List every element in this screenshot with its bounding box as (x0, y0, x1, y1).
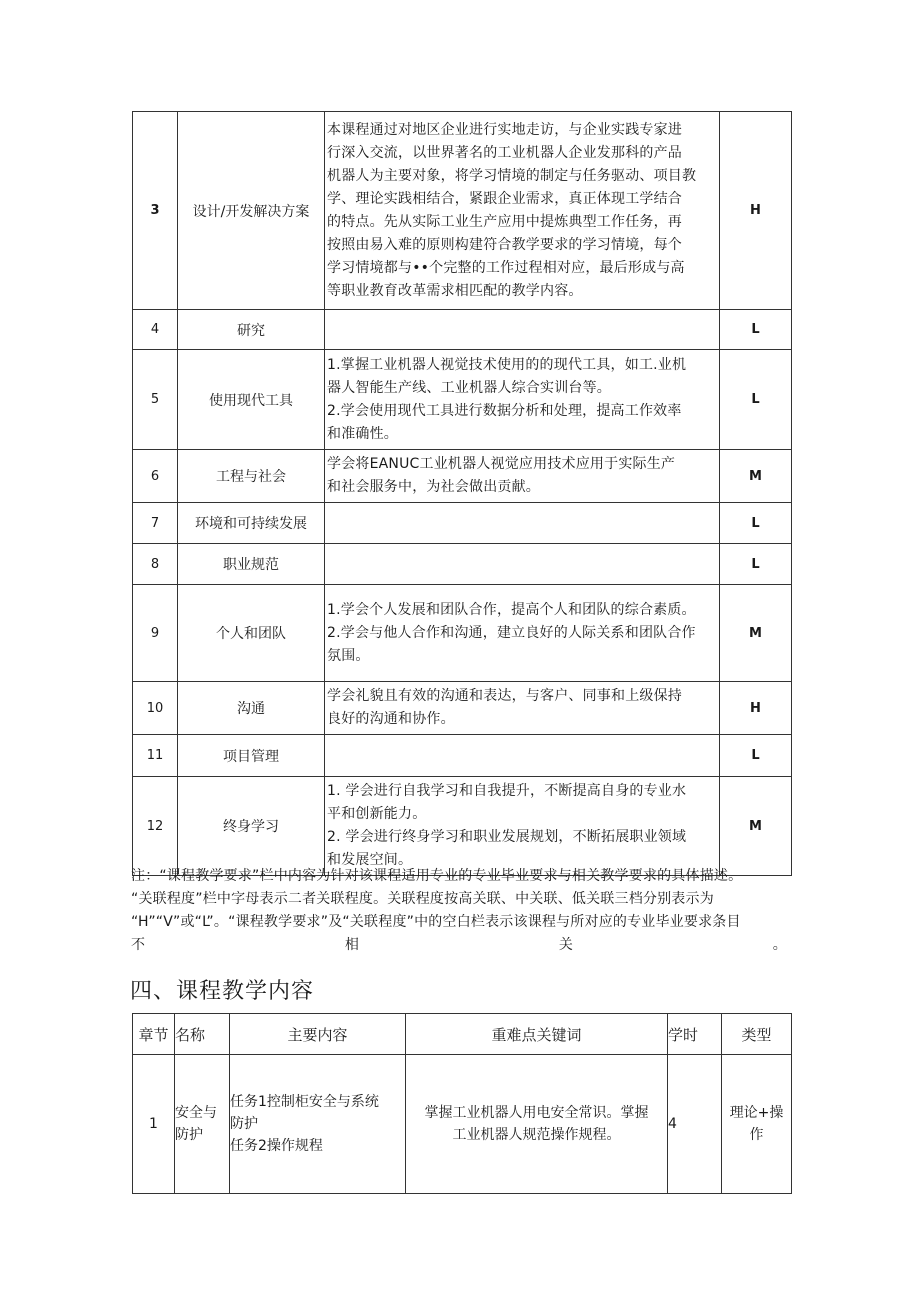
relevance-degree: H (720, 112, 792, 310)
description-line: 2.学会与他人合作和沟通，建立良好的人际关系和团队合作 (327, 624, 696, 641)
requirement-description (325, 777, 720, 876)
note-line: “关联程度”栏中字母表示二者关联程度。关联程度按高关联、中关联、低关联三档分别表示为 (131, 891, 714, 907)
relevance-degree: L (720, 503, 792, 544)
key-line: 工业机器人规范操作规程。 (452, 1127, 621, 1143)
relevance-degree: M (720, 777, 792, 876)
requirement-description (325, 544, 720, 585)
requirement-number: 9 (133, 585, 178, 682)
requirement-number: 8 (133, 544, 178, 585)
course-type (722, 1055, 792, 1194)
requirement-description (325, 450, 720, 503)
relevance-degree: H (720, 682, 792, 735)
description-line: 学会礼貌且有效的沟通和表达，与客户、同事和上级保持 (327, 688, 682, 704)
requirement-number: 3 (133, 112, 178, 310)
requirement-row (133, 682, 792, 735)
requirement-description (325, 112, 720, 310)
requirement-row (133, 450, 792, 503)
note-line: 注：“课程教学要求”栏中内容为针对该课程适用专业的专业毕业要求与相关教学要求的具体描述。 (131, 868, 743, 884)
description-line: 1.学会个人发展和团队合作，提高个人和团队的综合素质。 (327, 601, 696, 618)
requirement-description (325, 585, 720, 682)
content-header-row (133, 1014, 792, 1055)
note-word: 。 (772, 937, 787, 953)
requirement-row (133, 112, 792, 310)
description-line: 器人智能生产线、工业机器人综合实训台等。 (327, 379, 611, 396)
description-line: 良好的沟通和协作。 (327, 711, 455, 727)
type-line: 作 (749, 1127, 764, 1143)
note-word: 关 (558, 937, 574, 953)
requirement-name: 项目管理 (178, 735, 325, 777)
note-word: 相 (344, 937, 360, 953)
name-line: 防护 (175, 1127, 203, 1143)
type-line: 理论+操 (729, 1105, 784, 1121)
description-line: 和发展空间。 (327, 852, 413, 868)
name-line: 安全与 (175, 1105, 217, 1121)
description-line: 的特点。先从实际工业生产应用中提炼典型工作任务，再 (327, 213, 682, 230)
requirement-description (325, 503, 720, 544)
description-line: 等职业教育改革需求相匹配的教学内容。 (327, 282, 583, 299)
requirement-row (133, 585, 792, 682)
requirement-row (133, 735, 792, 777)
requirement-row (133, 350, 792, 450)
requirement-number: 6 (133, 450, 178, 503)
key-points (406, 1055, 668, 1194)
description-line: 和社会服务中，为社会做出贡献。 (327, 479, 540, 495)
main-content (230, 1055, 406, 1194)
key-line: 掌握工业机器人用电安全常识。掌握 (424, 1105, 649, 1121)
description-line: 平和创新能力。 (327, 806, 427, 822)
description-line: 1. 学会进行自我学习和自我提升，不断提高自身的专业水 (327, 783, 687, 799)
relevance-degree: M (720, 450, 792, 503)
description-line: 本课程通过对地区企业进行实地走访，与企业实践专家进 (327, 121, 682, 138)
requirement-number: 5 (133, 350, 178, 450)
requirement-number: 12 (133, 777, 178, 876)
requirement-name: 职业规范 (178, 544, 325, 585)
note-line: “H”“V”或“L”。“课程教学要求”及“关联程度”中的空白栏表示该课程与所对应的专业毕业要求条目 (131, 914, 741, 930)
requirement-description (325, 310, 720, 350)
main-line: 任务2操作规程 (230, 1138, 323, 1154)
description-line: 按照由易入难的原则构建符合教学要求的学习情境，每个 (327, 236, 682, 253)
requirement-number: 10 (133, 682, 178, 735)
relevance-degree: L (720, 735, 792, 777)
requirement-name: 终身学习 (178, 777, 325, 876)
header-type: 类型 (722, 1014, 792, 1055)
description-line: 2.学会使用现代工具进行数据分析和处理，提高工作效率 (327, 402, 682, 419)
header-hours: 学时 (668, 1014, 722, 1055)
relevance-degree: L (720, 544, 792, 585)
relevance-degree: L (720, 350, 792, 450)
requirement-name: 设计/开发解决方案 (178, 112, 325, 310)
description-line: 和准确性。 (327, 425, 398, 442)
requirement-name: 研究 (178, 310, 325, 350)
requirement-row (133, 544, 792, 585)
section-title: 四、课程教学内容 (130, 979, 315, 1004)
description-line: 氛围。 (327, 647, 370, 664)
description-line: 机器人为主要对象，将学习情境的制定与任务驱动、项目教 (327, 167, 697, 184)
header-main-content: 主要内容 (230, 1014, 406, 1055)
table-note (131, 865, 793, 957)
requirements-table (132, 111, 792, 876)
description-line: 2. 学会进行终身学习和职业发展规划，不断拓展职业领域 (327, 829, 687, 845)
requirement-name: 沟通 (178, 682, 325, 735)
requirement-row (133, 777, 792, 876)
header-name: 名称 (175, 1014, 230, 1055)
content-row (133, 1055, 792, 1194)
main-line: 任务1控制柜安全与系统 (230, 1094, 379, 1110)
hours: 4 (668, 1055, 722, 1194)
description-line: 学习情境都与••个完整的工作过程相对应，最后形成与高 (327, 259, 685, 276)
requirement-number: 11 (133, 735, 178, 777)
requirement-description (325, 350, 720, 450)
note-line (131, 934, 787, 957)
requirement-row (133, 503, 792, 544)
requirement-name: 个人和团队 (178, 585, 325, 682)
chapter-number: 1 (133, 1055, 175, 1194)
header-chapter: 章节 (133, 1014, 175, 1055)
description-line: 学、理论实践相结合，紧跟企业需求，真正体现工学结合 (327, 190, 682, 207)
chapter-name (175, 1055, 230, 1194)
requirement-name: 使用现代工具 (178, 350, 325, 450)
requirement-name: 环境和可持续发展 (178, 503, 325, 544)
requirement-name: 工程与社会 (178, 450, 325, 503)
main-line: 防护 (230, 1116, 258, 1132)
note-word: 不 (131, 937, 146, 953)
relevance-degree: L (720, 310, 792, 350)
content-table (132, 1013, 792, 1194)
requirement-number: 7 (133, 503, 178, 544)
description-line: 学会将EANUC工业机器人视觉应用技术应用于实际生产 (327, 456, 676, 472)
header-key-points: 重难点关键词 (406, 1014, 668, 1055)
relevance-degree: M (720, 585, 792, 682)
requirement-description (325, 735, 720, 777)
requirement-number: 4 (133, 310, 178, 350)
requirement-row (133, 310, 792, 350)
description-line: 1.掌握工业机器人视觉技术使用的的现代工具，如工.业机 (327, 356, 687, 373)
description-line: 行深入交流，以世界著名的工业机器人企业发那科的产品 (327, 144, 682, 161)
requirement-description (325, 682, 720, 735)
